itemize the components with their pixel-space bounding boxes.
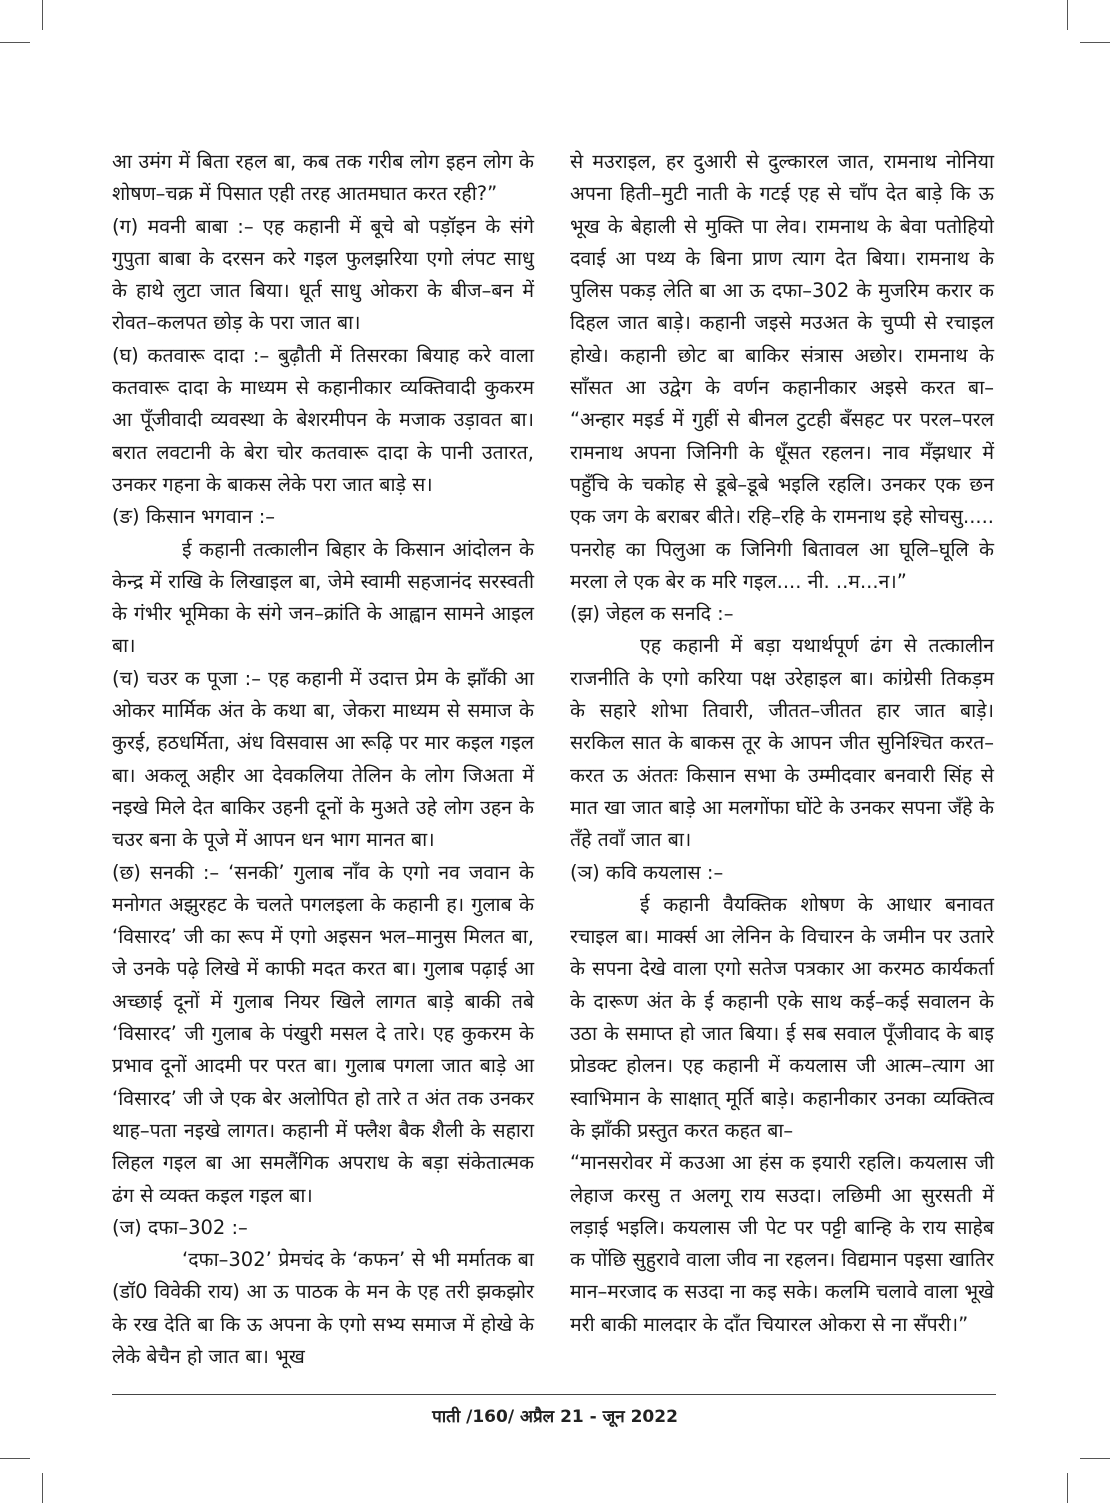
crop-mark-top-left-h <box>0 42 30 43</box>
crop-mark-bottom-left-h <box>0 1458 30 1459</box>
paragraph: (छ) सनकी :– ‘सनकी’ गुलाब नाँव के एगो नव जवान के मनोगत अझुरहट के चलते पगलइला के कहानी ह। गुलाब के ‘विसारद’ जी का रूप में एगो अइसन भल–मानुस मिलत बा, जे उनके पढ़े लिखे में काफी मदत करत बा। गुलाब पढ़ाई आ अच्छाई दूनों में गुलाब नियर खिले लागत बाड़े बाकी तबे ‘विसारद’ जी गुलाब के पंखुरी मसल दे तारे। एह कुकरम के प्रभाव दूनों आदमी पर परत बा। गुलाब पगला जात बाड़े आ ‘विसारद’ जी जे एक बेर अलोपित हो तारे त अंत तक उनकर थाह–पता नइखे लागत। कहानी में फ्लैश बैक शैली के सहारा लिहल गइल बा आ समलैंगिक अपराध के बड़ा संकेतात्मक ढंग से व्यक्त कइल गइल बा। <box>112 860 534 1207</box>
section-heading: (ञ) कवि कयलास :– <box>570 860 724 884</box>
section-heading: (झ) जेहल क सनदि :– <box>570 602 734 626</box>
paragraph: ई कहानी वैयक्तिक शोषण के आधार बनावत रचाइल बा। मार्क्स आ लेनिन के विचारन के जमीन पर उतारे के सपना देखे वाला एगो सतेज पत्रकार आ करमठ कार्यकर्ता के दारूण अंत के ई कहानी एके साथ कई–कई सवालन के उठा के समाप्त हो जात बिया। ई सब सवाल पूँजीवाद के बाइ प्रोडक्ट होलन। एह कहानी में कयलास जी आत्म–त्याग आ स्वाभिमान के साक्षात् मूर्ति बाड़े। कहानीकार उनका व्यक्तित्व के झाँकी प्रस्तुत करत कहत बा– <box>570 892 994 1142</box>
paragraph: (ग) मवनी बाबा :– एह कहानी में बूचे बो पड़ॉइन के संगे गुपुता बाबा के दरसन करे गइल फुलझरिया एगो लंपट साधु के हाथे लुटा जात बिया। धूर्त साधु ओकरा के बीज–बन में रोवत–कलपत छोड़ के परा जात बा। <box>112 214 534 335</box>
crop-mark-bottom-right-h <box>1080 1458 1110 1459</box>
paragraph: ई कहानी तत्कालीन बिहार के किसान आंदोलन के केन्द्र में राखि के लिखाइल बा, जेमे स्वामी सहजानंद सरस्वती के गंभीर भूमिका के संगे जन–क्रांति के आह्वान सामने आइल बा। <box>112 537 534 658</box>
section-heading: (ङ) किसान भगवान :– <box>112 505 276 529</box>
footer-rule <box>112 1394 996 1395</box>
paragraph: (च) चउर क पूजा :– एह कहानी में उदात्त प्रेम के झाँकी आ ओकर मार्मिक अंत के कथा बा, जेकरा माध्यम से समाज के कुरई, हठधर्मिता, अंध विसवास आ रूढ़ि पर मार कइल गइल बा। अकलू अहीर आ देवकलिया तेलिन के लोग जिअता में नइखे मिले देत बाकिर उहनी दूनों के मुअते उहे लोग उहन के चउर बना के पूजे में आपन धन भाग मानत बा। <box>112 666 534 852</box>
crop-mark-bottom-right-v <box>1067 1473 1068 1503</box>
paragraph: (घ) कतवारू दादा :– बुढ़ौती में तिसरका बियाह करे वाला कतवारू दादा के माध्यम से कहानीकार व्यक्तिवादी कुकरम आ पूँजीवादी व्यवस्था के बेशरमीपन के मजाक उड़ावत बा। बरात लवटानी के बेरा चोर कतवारू दादा के पानी उतारत, उनकर गहना के बाकस लेके परा जात बाड़े स। <box>112 343 534 496</box>
crop-mark-bottom-left-v <box>42 1473 43 1503</box>
crop-mark-top-right-v <box>1067 0 1068 30</box>
crop-mark-top-right-h <box>1080 42 1110 43</box>
crop-mark-top-left-v <box>42 0 43 30</box>
paragraph: आ उमंग में बिता रहल बा, कब तक गरीब लोग इहन लोग के शोषण–चक्र में पिसात एही तरह आतमघात करत रही?” <box>112 150 534 206</box>
right-column <box>570 146 994 1341</box>
paragraph: एह कहानी में बड़ा यथार्थपूर्ण ढंग से तत्कालीन राजनीति के एगो करिया पक्ष उरेहाइल बा। कांग्रेसी तिकड़म के सहारे शोभा तिवारी, जीतत–जीतत हार जात बाड़े। सरकिल सात के बाकस तूर के आपन जीत सुनिश्चित करत–करत ऊ अंततः किसान सभा के उम्मीदवार बनवारी सिंह से मात खा जात बाड़े आ मलगोंफा घोंटे के उनकर सपना जँहे के तँहे तवाँ जात बा। <box>570 634 994 852</box>
page-footer: पाती /160/ अप्रैल 21 - जून 2022 <box>432 1407 678 1427</box>
section-heading: (ज) दफा–302 :– <box>112 1215 248 1239</box>
paragraph: ‘दफा–302’ प्रेमचंद के ‘कफन’ से भी मर्मातक बा (डॉ0 विवेकी राय) आ ऊ पाठक के मन के एह तरी झकझोर के रख देति बा कि ऊ अपना के एगो सभ्य समाज में होखे के लेके बेचैन हो जात बा। भूख <box>112 1248 534 1368</box>
left-column <box>112 146 534 1373</box>
paragraph: से मउराइल, हर दुआरी से दुल्कारल जात, रामनाथ नोनिया अपना हिती–मुटी नाती के गटई एह से चाँप देत बाड़े कि ऊ भूख के बेहाली से मुक्ति पा लेव। रामनाथ के बेवा पतोहियो दवाई आ पथ्य के बिना प्राण त्याग देत बिया। रामनाथ के पुलिस पकड़ लेति बा आ ऊ दफा–302 के मुजरिम करार क दिहल जात बाड़े। कहानी जइसे मउअत के चुप्पी से रचाइल होखे। कहानी छोट बा बाकिर संत्रास अछोर। रामनाथ के साँसत आ उद्वेग के वर्णन कहानीकार अइसे करत बा– “अन्हार मइर्ड में गुहीं से बीनल टुटही बँसहट पर परल–परल रामनाथ अपना जिनिगी के धूँसत रहलन। नाव मँझधार में पहुँचि के चकोह से डूबे–डूबे भइलि रहलि। उनकर एक छन एक जग के बराबर बीते। रहि–रहि के रामनाथ इहे सोचसु..... पनरोह का पिलुआ क जिनिगी बितावल आ घूलि–घूलि के मरला ले एक बेर क मरि गइल.... नी. ..म...न।” <box>570 150 994 593</box>
quote-paragraph: “मानसरोवर में कउआ आ हंस क इयारी रहलि। कयलास जी लेहाज करसु त अलगू राय सउदा। लछिमी आ सुरसती में लड़ाई भइलि। कयलास जी पेट पर पट्टी बान्हि के राय साहेब क पोंछि सुहुरावे वाला जीव ना रहलन। विद्यमान पइसा खातिर मान–मरजाद क सउदा ना कइ सके। कलमि चलावे वाला भूखे मरी बाकी मालदार के दाँत चियारल ओकरा से ना सँपरी।” <box>570 1151 994 1336</box>
